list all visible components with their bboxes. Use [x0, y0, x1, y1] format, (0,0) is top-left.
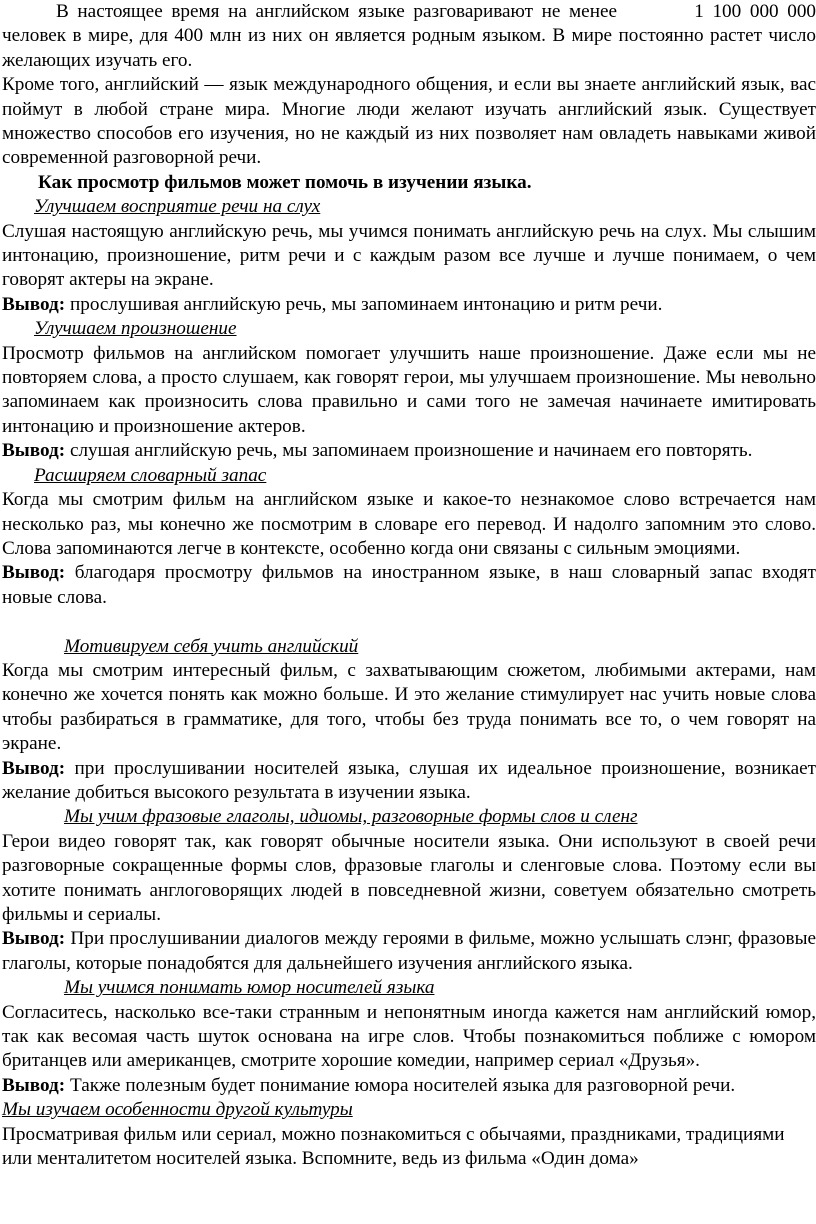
intro-first-line — [2, 0, 816, 24]
section-title: Улучшаем произношение — [34, 318, 237, 340]
section-conclusion — [2, 927, 816, 976]
section-title: Мотивируем себя учить английский — [64, 635, 359, 657]
section-phrasal-verbs — [2, 805, 816, 976]
section-culture — [2, 1098, 816, 1171]
section-conclusion — [2, 439, 816, 463]
conclusion-label: Вывод: — [2, 1074, 66, 1096]
section-body: Когда мы смотрим фильм на английском языке и какое-то незнакомое слово встречается нам несколько раз, мы конечно же посмотрим в словаре его перевод. И надолго запомним это слово. Слова запоминаются легче в контексте, особенно когда они связаны с сильным эмоциями. — [2, 489, 816, 559]
section-conclusion — [2, 293, 816, 317]
conclusion-label: Вывод: — [2, 293, 66, 315]
section-body: Слушая настоящую английскую речь, мы учимся понимать английскую речь на слух. Мы слышим интонацию, произношение, ритм речи и с каждым разом все лучше и лучше понимаем, о чем говорят актеры на экране. — [2, 220, 816, 291]
section-body: Просмотр фильмов на английском помогает улучшить наше произношение. Даже если мы не повторяем слова, а просто слушаем, как говорят герои, мы улучшаем произношение. Мы невольно запоминаем как произносить слова правильно и сами того не замечая начинаете имитировать интонацию и произношение актеров. — [2, 342, 816, 437]
section-title: Мы изучаем особенности другой культуры — [2, 1099, 353, 1121]
section-title: Мы учим фразовые глаголы, идиомы, разговорные формы слов и сленг — [64, 806, 638, 828]
section-vocabulary — [2, 464, 816, 610]
section-body: Просматривая фильм или сериал, можно познакомиться с обычаями, праздниками, традициями или менталитетом носителей языка. Вспомните, ведь из фильма «Один дома» — [2, 1123, 785, 1170]
section-motivation — [2, 635, 816, 806]
section-body: Согласитесь, насколько все-таки странным и непонятным иногда кажется нам английский юмор, так как весомая часть шуток основана на игре слов. Чтобы познакомиться поближе с юмором британцев или американцев, смотрите хорошие комедии, например сериал «Друзья». — [2, 1001, 816, 1072]
section-humor — [2, 976, 816, 1098]
conclusion-text: при прослушивании носителей языка, слушая их идеальное произношение, возникает желание добиться высокого результата в изучении языка. — [2, 757, 816, 803]
conclusion-label: Вывод: — [2, 440, 66, 462]
section-body: Герои видео говорят так, как говорят обычные носители языка. Они используют в своей речи разговорные сокращенные формы слов, фразовые глаголы и сленговые слова. Поэтому если вы хотите понимать англоговорящих людей в повседневной жизни, советуем обязательно смотреть фильмы и сериалы. — [2, 830, 816, 925]
conclusion-text: прослушивая английскую речь, мы запоминаем интонацию и ритм речи. — [65, 293, 663, 315]
conclusion-text: слушая английскую речь, мы запоминаем произношение и начинаем его повторять. — [65, 440, 753, 462]
main-heading: Как просмотр фильмов может помочь в изучении языка. — [38, 171, 532, 193]
section-conclusion — [2, 1074, 816, 1098]
section-title: Мы учимся понимать юмор носителей языка — [64, 977, 435, 999]
blank-line — [2, 610, 816, 634]
section-pronunciation — [2, 317, 816, 463]
conclusion-label: Вывод: — [2, 757, 66, 779]
section-body: Когда мы смотрим интересный фильм, с захватывающим сюжетом, любимыми актерами, нам конечно же хочется понять как можно больше. И это желание стимулирует нас учить новые слова чтобы разбираться в грамматике, для того, чтобы без труда понимать все то, о чем говорят на экране. — [2, 659, 816, 755]
conclusion-text: При прослушивании диалогов между героями в фильме, можно услышать слэнг, фразовые глаголы, которые понадобятся для дальнейшего изучения английского языка. — [2, 928, 816, 974]
section-conclusion — [2, 561, 816, 610]
intro-first-line-text: В настоящее время на английском языке разговаривают не менее — [56, 1, 617, 22]
section-title: Расширяем словарный запас — [34, 464, 267, 486]
section-listening — [2, 195, 816, 317]
intro-paragraph-2: Кроме того, английский — язык международного общения, и если вы знаете английский язык, вас поймут в любой стране мира. Многие люди желают изучать английский язык. Существует множество способов его изучения, но не каждый из них позволяет нам овладеть навыками живой современной разговорной речи. — [2, 74, 816, 169]
speaker-count: 1 100 000 000 — [694, 1, 816, 22]
conclusion-text: благодаря просмотру фильмов на иностранном языке, в наш словарный запас входят новые слова. — [2, 562, 816, 608]
section-conclusion — [2, 757, 816, 806]
section-title: Улучшаем восприятие речи на слух — [34, 196, 321, 218]
conclusion-label: Вывод: — [2, 928, 66, 950]
intro-paragraph-1-rest: человек в мире, для 400 млн из них он является родным языком. В мире постоянно растет число желающих изучать его. — [2, 25, 816, 71]
conclusion-text: Также полезным будет понимание юмора носителей языка для разговорной речи. — [65, 1074, 736, 1096]
conclusion-label: Вывод: — [2, 562, 66, 584]
